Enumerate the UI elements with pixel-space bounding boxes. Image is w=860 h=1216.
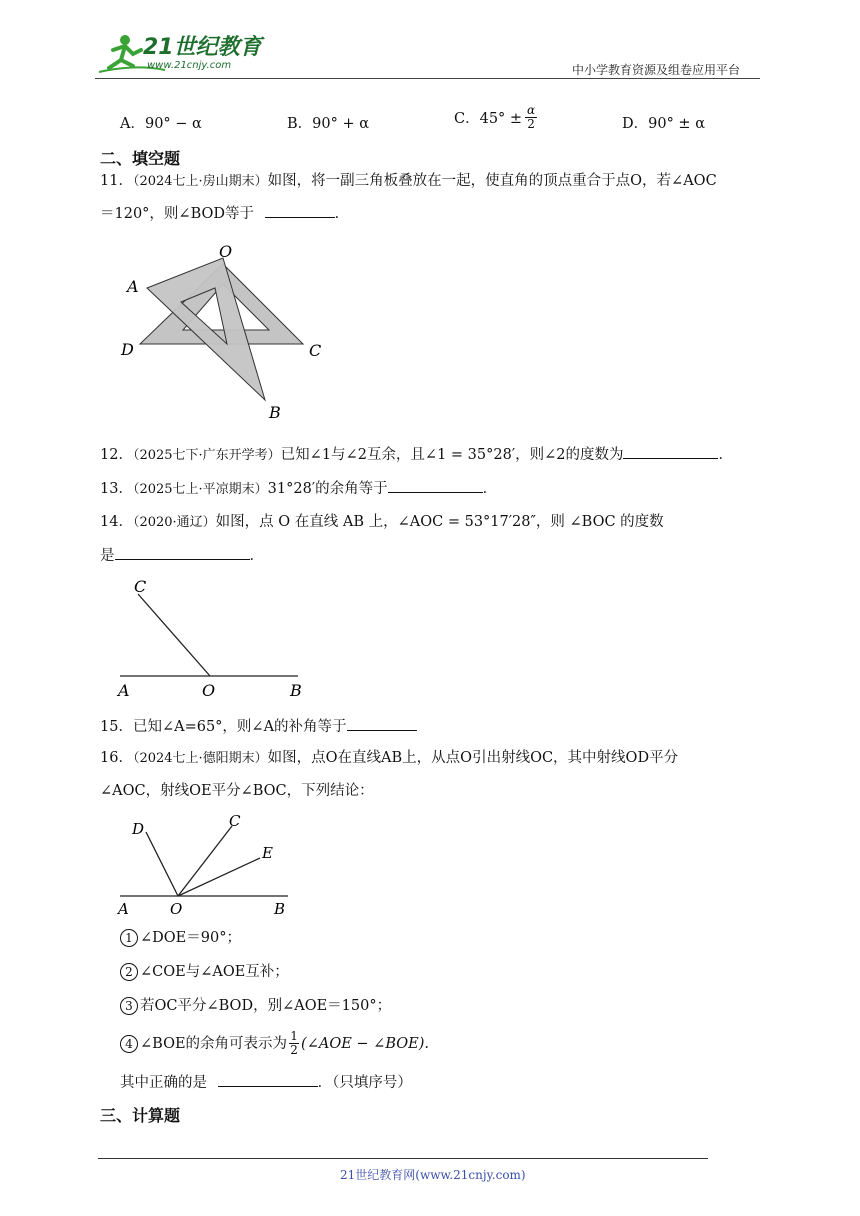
question-end: ． (482, 481, 498, 497)
question-11 (100, 171, 765, 224)
statement-1 (120, 928, 241, 948)
question-number: 16． (100, 750, 133, 766)
fraction-denominator: 2 (290, 1043, 298, 1057)
question-text: 如图，点O在直线AB上，从点O引出射线OC，其中射线OD平分 (267, 750, 679, 766)
footer-divider (98, 1158, 708, 1159)
option-c-fraction (525, 104, 537, 131)
question-text: 是 (100, 548, 115, 564)
logo (95, 28, 260, 78)
option-d: D．90° ± α (622, 116, 705, 132)
triangle-figure (115, 240, 335, 425)
question-text: ∠AOC，射线OE平分∠BOC，下列结论： (100, 783, 374, 799)
statement-3 (120, 996, 391, 1016)
section-title-calculation: 三、计算题 (100, 1106, 181, 1125)
answer-line-16 (120, 1072, 412, 1093)
fraction-denominator: 2 (527, 117, 535, 131)
question-end: ． (249, 548, 264, 564)
statement-text: ∠COE与∠AOE互补； (140, 964, 289, 980)
question-end: ． (334, 206, 350, 222)
footer-text[interactable]: 21世纪教育网(www.21cnjy.com) (340, 1168, 526, 1182)
question-text: 如图，点 O 在直线 AB 上，∠AOC = 53°17′28″，则 ∠BOC 的度数 (215, 514, 664, 530)
label-C: C (229, 812, 241, 830)
label-D: D (132, 820, 145, 838)
question-text: ＝120°，则∠BOD等于 (100, 206, 255, 222)
header-divider (95, 78, 760, 79)
logo-title: 21世纪教育 (143, 35, 262, 60)
label-O: O (170, 900, 183, 918)
line-angle-figure-14 (112, 574, 312, 704)
question-14 (100, 512, 765, 566)
label-B: B (274, 900, 286, 918)
option-a: A．90° − α (120, 116, 202, 132)
rays-figure-16 (112, 810, 302, 918)
section-title-fill-in: 二、填空题 (100, 149, 181, 168)
logo-url: www.21cnjy.com (147, 60, 232, 71)
question-source: （2025七上·平凉期末） (132, 482, 268, 497)
label-A: A (127, 277, 139, 296)
label-B: B (290, 681, 302, 700)
question-12 (100, 444, 733, 466)
circled-number: 4 (120, 1035, 138, 1053)
fraction (289, 1030, 299, 1057)
question-text: 31°28′的余角等于 (267, 481, 388, 497)
label-D: D (121, 340, 134, 359)
question-16 (100, 748, 765, 801)
question-number: 11． (100, 173, 133, 189)
label-B: B (269, 403, 281, 422)
statement-text: ∠BOE的余角可表示为 (140, 1035, 288, 1052)
statement-text: 若OC平分∠BOD，别∠AOE＝150°； (140, 998, 392, 1014)
answer-blank[interactable] (388, 478, 483, 493)
statement-4 (120, 1030, 429, 1057)
question-source: （2020·通辽） (132, 515, 216, 530)
question-number: 13． (100, 481, 133, 497)
header-tagline: 中小学教育资源及组卷应用平台 (572, 63, 741, 77)
fraction-numerator: α (527, 103, 536, 117)
statement-text: ∠DOE＝90°； (140, 930, 241, 946)
question-text: 已知∠A=65°，则∠A的补角等于 (132, 719, 347, 735)
question-15 (100, 716, 417, 737)
answer-prefix: 其中正确的是 (120, 1075, 207, 1091)
circled-number: 1 (120, 929, 138, 947)
question-number: 12． (100, 447, 133, 463)
question-text: 如图，将一副三角板叠放在一起，使直角的顶点重合于点O，若∠AOC (267, 173, 717, 189)
answer-blank[interactable] (115, 545, 250, 560)
question-source: （2025七下·广东开学考） (132, 448, 281, 463)
label-O: O (219, 242, 233, 261)
statement-2 (120, 962, 289, 982)
question-end: ． (718, 447, 733, 463)
option-c-prefix: C．45° ± (454, 111, 523, 127)
answer-blank[interactable] (265, 203, 335, 218)
label-C: C (309, 341, 322, 360)
label-C: C (134, 577, 147, 596)
answer-blank[interactable] (347, 716, 417, 731)
circled-number: 3 (120, 997, 138, 1015)
option-c (454, 104, 537, 131)
label-E: E (262, 844, 273, 862)
circled-number: 2 (120, 963, 138, 981)
label-A: A (118, 900, 129, 918)
answer-suffix: ．（只填序号） (317, 1075, 412, 1091)
question-source: （2024七上·德阳期末） (132, 751, 268, 766)
question-text: 已知∠1与∠2互余，且∠1 = 35°28′，则∠2的度数为 (280, 447, 624, 463)
option-b: B．90° + α (287, 116, 370, 132)
statement-tail: (∠AOE − ∠BOE). (301, 1035, 429, 1052)
question-source: （2024七上·房山期末） (132, 174, 268, 189)
question-number: 15． (100, 719, 133, 735)
question-13 (100, 478, 497, 500)
answer-blank[interactable] (623, 444, 718, 459)
question-number: 14． (100, 514, 133, 530)
label-A: A (118, 681, 130, 700)
answer-blank[interactable] (218, 1072, 318, 1087)
fraction-numerator: 1 (290, 1029, 298, 1043)
label-O: O (202, 681, 216, 700)
